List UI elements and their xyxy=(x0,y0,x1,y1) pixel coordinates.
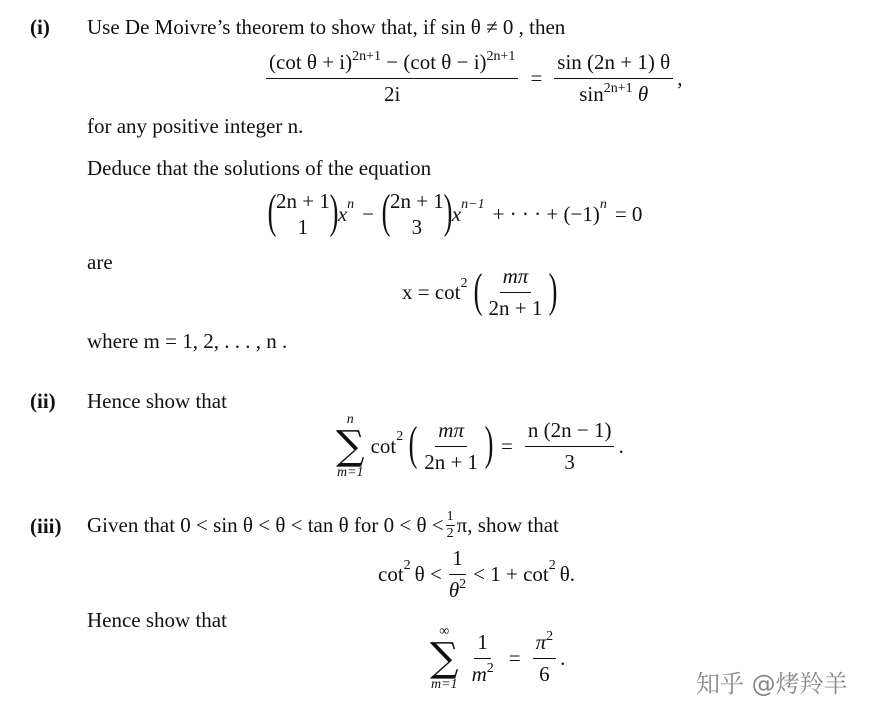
identity-equals: = xyxy=(530,66,543,90)
binomial-2n1-1: ( 2n + 1 1 ) xyxy=(267,185,339,240)
solution-numerator: mπ xyxy=(502,264,529,288)
solution-denominator: 2n + 1 xyxy=(488,296,543,320)
de-moivre-identity xyxy=(262,49,683,106)
basel-lhs-fraction xyxy=(469,629,497,686)
given-text-a: Given that 0 < sin θ < θ < tan θ for 0 < θ < xyxy=(87,513,444,537)
solution-formula: x = cot $^2$ ( $\frac{m\pi}{2n + 1}$ ) xyxy=(402,263,558,320)
half-numerator: 1 xyxy=(446,509,454,524)
binom2-bottom: 3 xyxy=(411,215,423,240)
sum-arg-fraction xyxy=(421,417,481,474)
basel-equals: = xyxy=(508,645,521,670)
ineq-denominator: θ xyxy=(448,578,460,602)
basel-period: . xyxy=(560,645,566,670)
basel-lower-limit: m=1 xyxy=(431,677,458,693)
ineq-cot-exp: 2 xyxy=(403,557,411,573)
rhs-numerator: sin (2n + 1) θ xyxy=(554,52,673,79)
cot-sum-identity: n ∑ m=1 cot $^2$ ( $\frac{m\pi}{2n + 1}$ ) = $\frac{n (2n - 1)}{3}$ . xyxy=(336,412,624,481)
basel-rhs-exp: 2 xyxy=(546,628,554,644)
part-i-intro: Use De Moivre’s theorem to show that, if sin θ ≠ 0 , then xyxy=(87,15,566,39)
ineq-rhs-exp: 2 xyxy=(548,557,556,573)
basel-sum xyxy=(424,624,565,693)
half-denominator: 2 xyxy=(446,526,454,541)
solution-lhs: x = cot xyxy=(402,280,461,304)
binom2-top: 2n + 1 xyxy=(389,189,444,213)
half-fraction xyxy=(446,510,455,541)
identity-comma: , xyxy=(677,66,683,90)
zhihu-watermark: 知乎 @烤羚羊 xyxy=(696,670,848,698)
are-text: are xyxy=(87,250,113,274)
part-i-label: (i) xyxy=(30,15,50,39)
sum-period: . xyxy=(618,433,624,458)
part-iii-given xyxy=(87,510,559,541)
basel-rhs-denominator: 6 xyxy=(539,661,550,686)
sum-lower-limit: m=1 xyxy=(337,465,364,481)
lhs-denominator: 2i xyxy=(384,82,401,106)
cot-inequality xyxy=(378,548,575,601)
lhs-term-a: (cot θ + i) xyxy=(269,50,353,74)
binom1-top: 2n + 1 xyxy=(275,189,330,213)
sum-rhs-denominator: 3 xyxy=(564,449,575,474)
x-term-2-exp: n−1 xyxy=(461,197,485,213)
x-term-1-exp: n xyxy=(347,197,355,213)
rhs-den-exp: 2n+1 xyxy=(603,81,633,96)
solution-exp: 2 xyxy=(460,275,468,291)
sum-rhs-fraction xyxy=(525,417,615,474)
lhs-minus: − xyxy=(386,50,399,74)
binom1-bottom: 1 xyxy=(297,215,309,240)
sum-rhs-numerator: n (2n − 1) xyxy=(525,420,615,447)
basel-rhs-numerator: π xyxy=(535,629,547,654)
basel-upper-limit: ∞ xyxy=(439,624,450,639)
sum-equals: = xyxy=(501,433,513,458)
identity-rhs-fraction xyxy=(554,52,673,105)
for-any-text: for any positive integer n. xyxy=(87,114,304,138)
ineq-den-exp: 2 xyxy=(459,577,467,592)
where-text: where m = 1, 2, . . . , n . xyxy=(87,329,288,353)
binomial-2n1-3: ( 2n + 1 3 ) xyxy=(381,185,453,240)
ineq-cot: cot xyxy=(378,562,404,586)
lhs-exp-b: 2n+1 xyxy=(486,49,516,64)
summation-n: n ∑ m=1 xyxy=(336,412,365,481)
poly-tail-exp: n xyxy=(599,197,607,213)
rhs-den-sin: sin xyxy=(579,82,604,106)
poly-minus: − xyxy=(362,201,374,226)
given-text-b: π, show that xyxy=(456,513,559,537)
polynomial-equation xyxy=(267,185,643,241)
part-ii-label: (ii) xyxy=(30,389,56,413)
poly-equals-zero: = 0 xyxy=(614,201,643,226)
sum-arg-numerator: mπ xyxy=(438,417,464,442)
rhs-den-theta: θ xyxy=(637,82,649,106)
basel-den-exp: 2 xyxy=(486,660,494,676)
identity-lhs-fraction xyxy=(266,49,518,106)
ineq-lhs-tail: θ < xyxy=(414,562,442,586)
poly-tail: + · · · + (−1) xyxy=(492,201,600,226)
summation-infinity: ∞ ∑ m=1 xyxy=(430,624,459,693)
ineq-rhs: < 1 + cot xyxy=(473,562,549,586)
solution-fraction xyxy=(485,266,545,319)
ineq-rhs-tail: θ. xyxy=(559,562,576,586)
basel-denominator: m xyxy=(471,661,487,686)
sum-arg-denominator: 2n + 1 xyxy=(424,449,479,474)
basel-numerator: 1 xyxy=(474,632,491,659)
x-term-1: x xyxy=(337,201,348,226)
ineq-numerator: 1 xyxy=(449,548,466,575)
sum-upper-limit: n xyxy=(346,412,354,427)
x-term-2: x xyxy=(451,201,462,226)
sum-cot-exp: 2 xyxy=(396,429,404,445)
lhs-term-b: (cot θ − i) xyxy=(403,50,487,74)
ineq-fraction xyxy=(446,548,469,601)
basel-rhs-fraction xyxy=(533,628,557,686)
hence-text: Hence show that xyxy=(87,608,227,632)
sum-cot: cot xyxy=(370,433,397,458)
part-iii-label: (iii) xyxy=(30,514,62,538)
part-ii-text: Hence show that xyxy=(87,389,227,413)
lhs-exp-a: 2n+1 xyxy=(352,49,382,64)
deduce-text: Deduce that the solutions of the equation xyxy=(87,156,432,180)
